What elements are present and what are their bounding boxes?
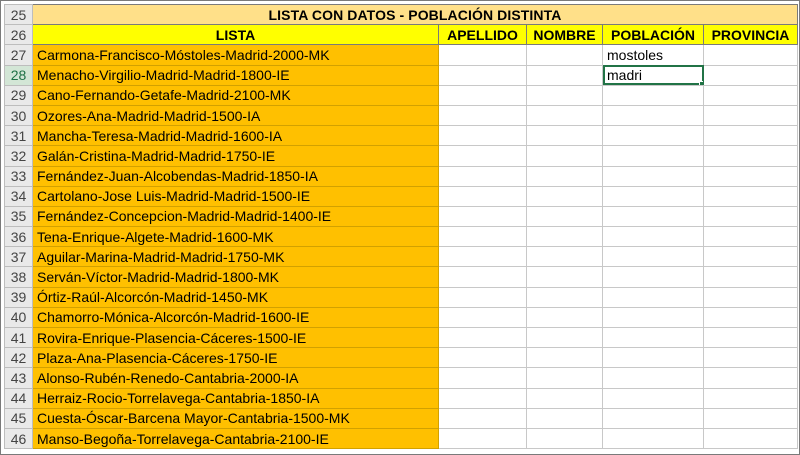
poblacion-cell[interactable] [603,267,704,287]
nombre-cell[interactable] [527,105,603,125]
table-row [5,85,798,105]
provincia-cell[interactable] [704,247,798,267]
poblacion-cell[interactable] [603,105,704,125]
provincia-cell[interactable] [704,206,798,226]
apellido-cell[interactable] [439,348,527,368]
table-row [5,307,798,327]
lista-cell[interactable]: Manso-Begoña-Torrelavega-Cantabria-2100-IE [33,428,439,448]
apellido-cell[interactable] [439,227,527,247]
lista-cell[interactable]: Aguilar-Marina-Madrid-Madrid-1750-MK [33,247,439,267]
nombre-cell[interactable] [527,307,603,327]
apellido-cell[interactable] [439,247,527,267]
spreadsheet-grid [4,4,798,449]
nombre-cell[interactable] [527,247,603,267]
nombre-cell[interactable] [527,368,603,388]
row-header[interactable]: 32 [5,146,33,166]
lista-cell[interactable]: Galán-Cristina-Madrid-Madrid-1750-IE [33,146,439,166]
table-row [5,146,798,166]
apellido-cell[interactable] [439,328,527,348]
poblacion-cell[interactable] [603,206,704,226]
row-header[interactable]: 26 [5,25,33,45]
lista-cell[interactable]: Tena-Enrique-Algete-Madrid-1600-MK [33,227,439,247]
row-header[interactable]: 31 [5,126,33,146]
provincia-cell[interactable] [704,65,798,85]
row-header[interactable]: 34 [5,186,33,206]
nombre-cell[interactable] [527,186,603,206]
provincia-cell[interactable] [704,227,798,247]
header-poblacion[interactable]: POBLACIÓN [603,25,704,45]
row-header[interactable]: 35 [5,206,33,226]
nombre-cell[interactable] [527,166,603,186]
poblacion-cell[interactable] [603,408,704,428]
poblacion-cell[interactable] [603,126,704,146]
row-header[interactable]: 25 [5,5,33,25]
provincia-cell[interactable] [704,428,798,448]
apellido-cell[interactable] [439,428,527,448]
row-header[interactable]: 30 [5,105,33,125]
title-row [5,5,798,25]
table-row [5,328,798,348]
apellido-cell[interactable] [439,206,527,226]
lista-cell[interactable]: Cartolano-Jose Luis-Madrid-Madrid-1500-IE [33,186,439,206]
nombre-cell[interactable] [527,267,603,287]
sheet-title[interactable]: LISTA CON DATOS - POBLACIÓN DISTINTA [33,5,798,25]
lista-cell[interactable]: Serván-Víctor-Madrid-Madrid-1800-MK [33,267,439,287]
table-row [5,166,798,186]
nombre-cell[interactable] [527,85,603,105]
apellido-cell[interactable] [439,105,527,125]
row-header[interactable]: 46 [5,428,33,448]
provincia-cell[interactable] [704,287,798,307]
poblacion-cell[interactable]: mostoles [603,45,704,65]
row-header[interactable]: 43 [5,368,33,388]
apellido-cell[interactable] [439,186,527,206]
nombre-cell[interactable] [527,45,603,65]
nombre-cell[interactable] [527,287,603,307]
nombre-cell[interactable] [527,126,603,146]
provincia-cell[interactable] [704,105,798,125]
apellido-cell[interactable] [439,388,527,408]
table-row [5,206,798,226]
row-header[interactable]: 44 [5,388,33,408]
row-header[interactable]: 45 [5,408,33,428]
apellido-cell[interactable] [439,408,527,428]
apellido-cell[interactable] [439,287,527,307]
nombre-cell[interactable] [527,227,603,247]
table-row [5,368,798,388]
lista-cell[interactable]: Alonso-Rubén-Renedo-Cantabria-2000-IA [33,368,439,388]
apellido-cell[interactable] [439,45,527,65]
provincia-cell[interactable] [704,166,798,186]
poblacion-cell[interactable] [603,85,704,105]
nombre-cell[interactable] [527,388,603,408]
provincia-cell[interactable] [704,126,798,146]
poblacion-cell[interactable] [603,328,704,348]
row-header[interactable]: 28 [5,65,33,85]
active-cell-poblacion[interactable]: madri [603,65,704,85]
poblacion-cell[interactable] [603,368,704,388]
row-header[interactable]: 41 [5,328,33,348]
table-row [5,186,798,206]
poblacion-cell[interactable] [603,388,704,408]
lista-cell[interactable]: Cano-Fernando-Getafe-Madrid-2100-MK [33,85,439,105]
apellido-cell[interactable] [439,368,527,388]
provincia-cell[interactable] [704,146,798,166]
poblacion-cell[interactable] [603,186,704,206]
header-lista[interactable]: LISTA [33,25,439,45]
poblacion-cell[interactable] [603,348,704,368]
header-row [5,25,798,45]
row-header[interactable]: 38 [5,267,33,287]
header-nombre[interactable]: NOMBRE [527,25,603,45]
provincia-cell[interactable] [704,408,798,428]
table-row [5,65,798,85]
lista-cell[interactable]: Plaza-Ana-Plasencia-Cáceres-1750-IE [33,348,439,368]
poblacion-cell[interactable] [603,428,704,448]
provincia-cell[interactable] [704,186,798,206]
lista-cell[interactable]: Rovira-Enrique-Plasencia-Cáceres-1500-IE [33,328,439,348]
nombre-cell[interactable] [527,65,603,85]
table-row [5,348,798,368]
provincia-cell[interactable] [704,307,798,327]
row-header[interactable]: 27 [5,45,33,65]
nombre-cell[interactable] [527,428,603,448]
table-row [5,126,798,146]
apellido-cell[interactable] [439,65,527,85]
apellido-cell[interactable] [439,146,527,166]
nombre-cell[interactable] [527,408,603,428]
header-provincia[interactable]: PROVINCIA [704,25,798,45]
provincia-cell[interactable] [704,45,798,65]
apellido-cell[interactable] [439,126,527,146]
poblacion-cell[interactable] [603,247,704,267]
apellido-cell[interactable] [439,166,527,186]
table-row [5,45,798,65]
lista-cell[interactable]: Menacho-Virgilio-Madrid-Madrid-1800-IE [33,65,439,85]
table-row [5,388,798,408]
row-header[interactable]: 37 [5,247,33,267]
nombre-cell[interactable] [527,146,603,166]
table-row [5,428,798,448]
nombre-cell[interactable] [527,206,603,226]
lista-cell[interactable]: Fernández-Concepcion-Madrid-Madrid-1400-IE [33,206,439,226]
nombre-cell[interactable] [527,328,603,348]
table-row [5,247,798,267]
table-row [5,267,798,287]
poblacion-cell[interactable] [603,307,704,327]
poblacion-cell[interactable] [603,227,704,247]
table-row [5,287,798,307]
provincia-cell[interactable] [704,388,798,408]
lista-cell[interactable]: Chamorro-Mónica-Alcorcón-Madrid-1600-IE [33,307,439,327]
apellido-cell[interactable] [439,85,527,105]
header-apellido[interactable]: APELLIDO [439,25,527,45]
table-row [5,105,798,125]
lista-cell[interactable]: Carmona-Francisco-Móstoles-Madrid-2000-MK [33,45,439,65]
provincia-cell[interactable] [704,267,798,287]
provincia-cell[interactable] [704,85,798,105]
table-row [5,408,798,428]
row-header[interactable]: 42 [5,348,33,368]
provincia-cell[interactable] [704,368,798,388]
apellido-cell[interactable] [439,307,527,327]
row-header[interactable]: 40 [5,307,33,327]
apellido-cell[interactable] [439,267,527,287]
lista-cell[interactable]: Ozores-Ana-Madrid-Madrid-1500-IA [33,105,439,125]
poblacion-cell[interactable] [603,146,704,166]
provincia-cell[interactable] [704,348,798,368]
lista-cell[interactable]: Órtiz-Raúl-Alcorcón-Madrid-1450-MK [33,287,439,307]
table-row [5,227,798,247]
row-header[interactable]: 39 [5,287,33,307]
lista-cell[interactable]: Fernández-Juan-Alcobendas-Madrid-1850-IA [33,166,439,186]
row-header[interactable]: 33 [5,166,33,186]
poblacion-cell[interactable] [603,287,704,307]
lista-cell[interactable]: Mancha-Teresa-Madrid-Madrid-1600-IA [33,126,439,146]
row-header[interactable]: 29 [5,85,33,105]
poblacion-cell[interactable] [603,166,704,186]
lista-cell[interactable]: Cuesta-Óscar-Barcena Mayor-Cantabria-1500-MK [33,408,439,428]
nombre-cell[interactable] [527,348,603,368]
lista-cell[interactable]: Herraiz-Rocio-Torrelavega-Cantabria-1850-IA [33,388,439,408]
row-header[interactable]: 36 [5,227,33,247]
provincia-cell[interactable] [704,328,798,348]
